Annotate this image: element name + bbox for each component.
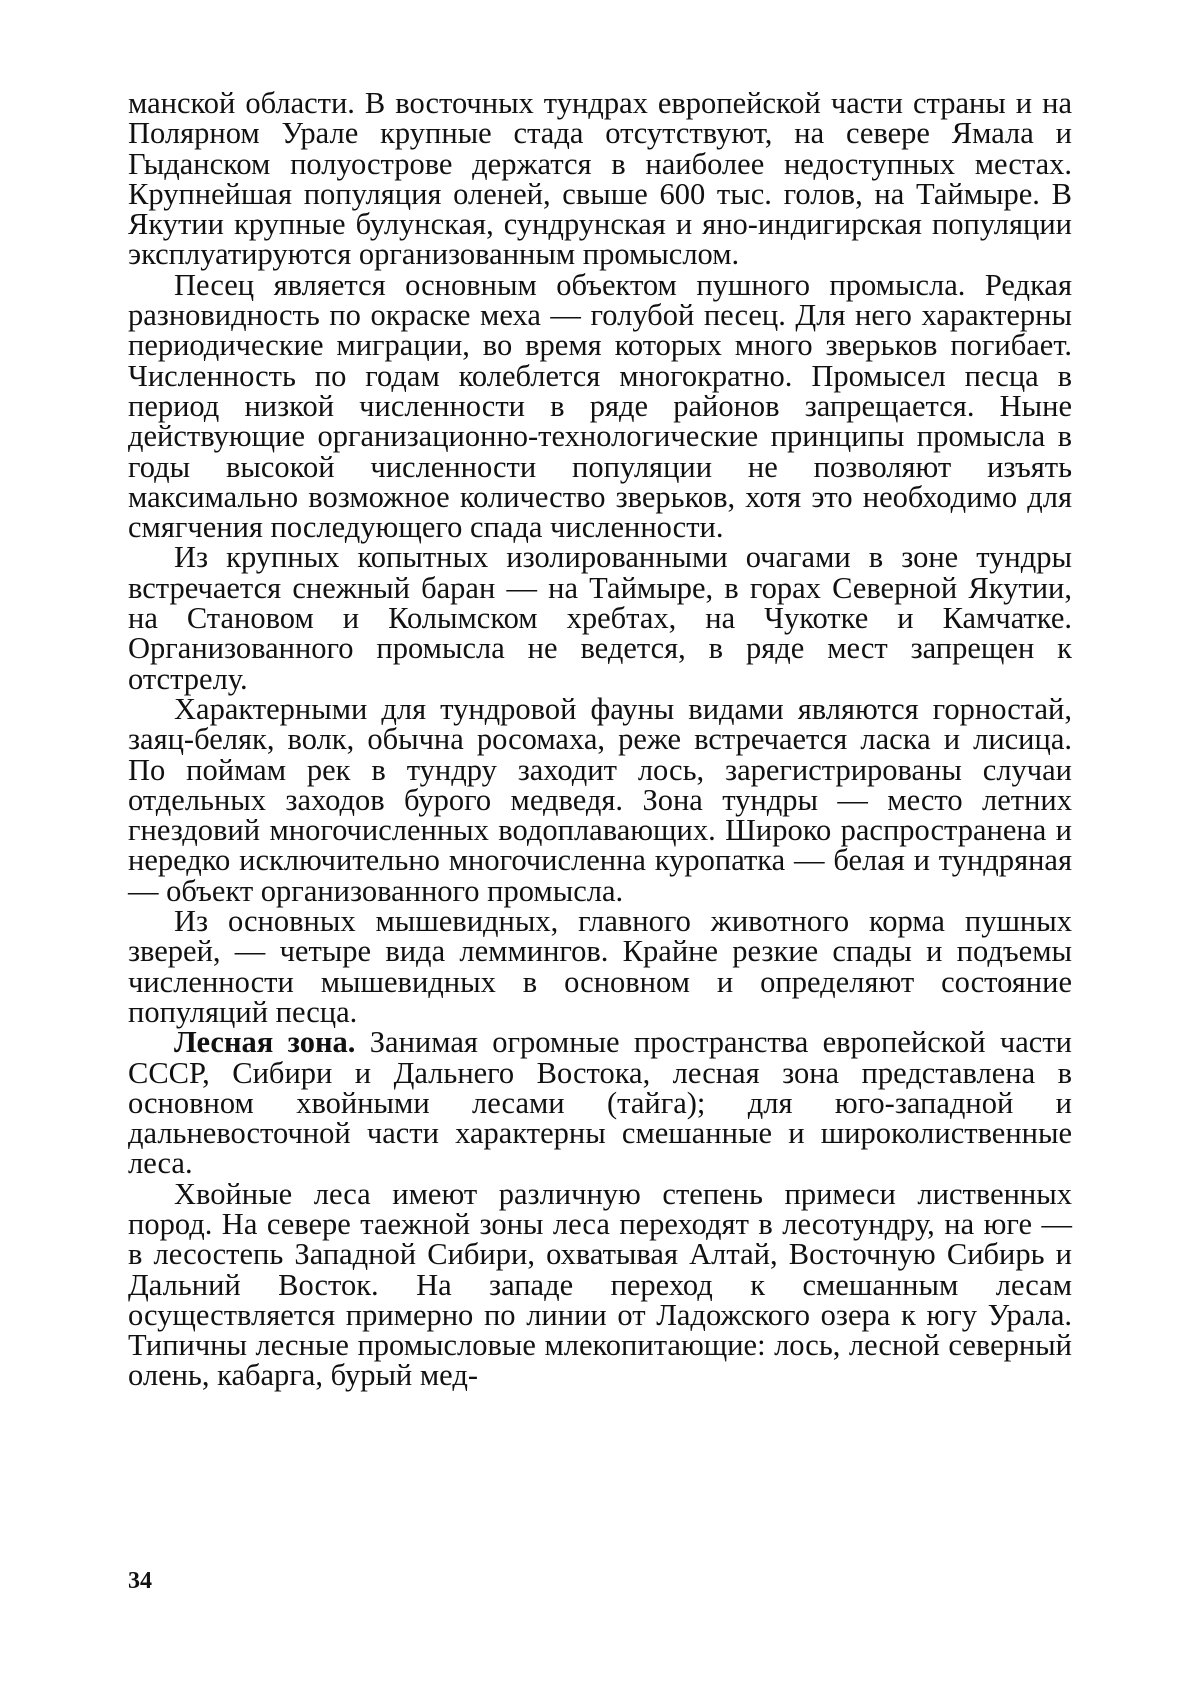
paragraph-reindeer-populations: манской области. В восточных тундрах европейской части страны и на Полярном Урале крупные стада отсутствуют, на севере Ямала и Гыданском полуострове держатся в наиболее недоступных местах. Крупнейшая популяция оленей, свыше 600 тыс. голов, на Таймыре. В Якутии крупные булунская, сундрунская и яно-индигирская популяции эксплуатируются организованным промыслом. — [128, 88, 1072, 270]
paragraph-forest-zone — [128, 1027, 1072, 1178]
paragraph-snow-sheep: Из крупных копытных изолированными очагами в зоне тундры встречается снежный баран — на Таймыре, в горах Северной Якутии, на Становом и Колымском хребтах, на Чукотке и Камчатке. Организованного промысла не ведется, в ряде мест запрещен к отстрелу. — [128, 542, 1072, 693]
section-heading-forest-zone: Лесная зона. — [174, 1025, 355, 1059]
page-number: 34 — [128, 1568, 152, 1595]
paragraph-lemmings: Из основных мышевидных, главного животного корма пушных зверей, — четыре вида леммингов. Крайне резкие спады и подъемы численности мышевидных в основном и определяют состояние популяций песца. — [128, 906, 1072, 1027]
paragraph-coniferous-forests: Хвойные леса имеют различную степень примеси лиственных пород. На севере таежной зоны леса переходят в лесотундру, на юге — в лесостепь Западной Сибири, охватывая Алтай, Восточную Сибирь и Дальний Восток. На западе переход к смешанным лесам осуществляется примерно по линии от Ладожского озера к югу Урала. Типичны лесные промысловые млекопитающие: лось, лесной северный олень, кабарга, бурый мед- — [128, 1179, 1072, 1391]
paragraph-tundra-fauna: Характерными для тундровой фауны видами являются горностай, заяц-беляк, волк, обычна росомаха, реже встречается ласка и лисица. По поймам рек в тундру заходит лось, зарегистрированы случаи отдельных заходов бурого медведя. Зона тундры — место летних гнездовий многочисленных водоплавающих. Широко распространена и нередко исключительно многочисленна куропатка — белая и тундряная — объект организованного промысла. — [128, 694, 1072, 906]
paragraph-arctic-fox: Песец является основным объектом пушного промысла. Редкая разновидность по окраске меха — голубой песец. Для него характерны периодические миграции, во время которых много зверьков погибает. Численность по годам колеблется многократно. Промысел песца в период низкой численности в ряде районов запрещается. Ныне действующие организационно-технологические принципы промысла в годы высокой численности популяции не позволяют изъять максимально возможное количество зверьков, хотя это необходимо для смягчения последующего спада численности. — [128, 270, 1072, 543]
forest-zone-text: Занимая огромные пространства европейской части СССР, Сибири и Дальнего Востока, лесная зона представлена в основном хвойными лесами (тайга); для юго-западной и дальневосточной части характерны смешанные и широколиственные леса. — [128, 1025, 1072, 1180]
page-body — [128, 88, 1072, 1391]
